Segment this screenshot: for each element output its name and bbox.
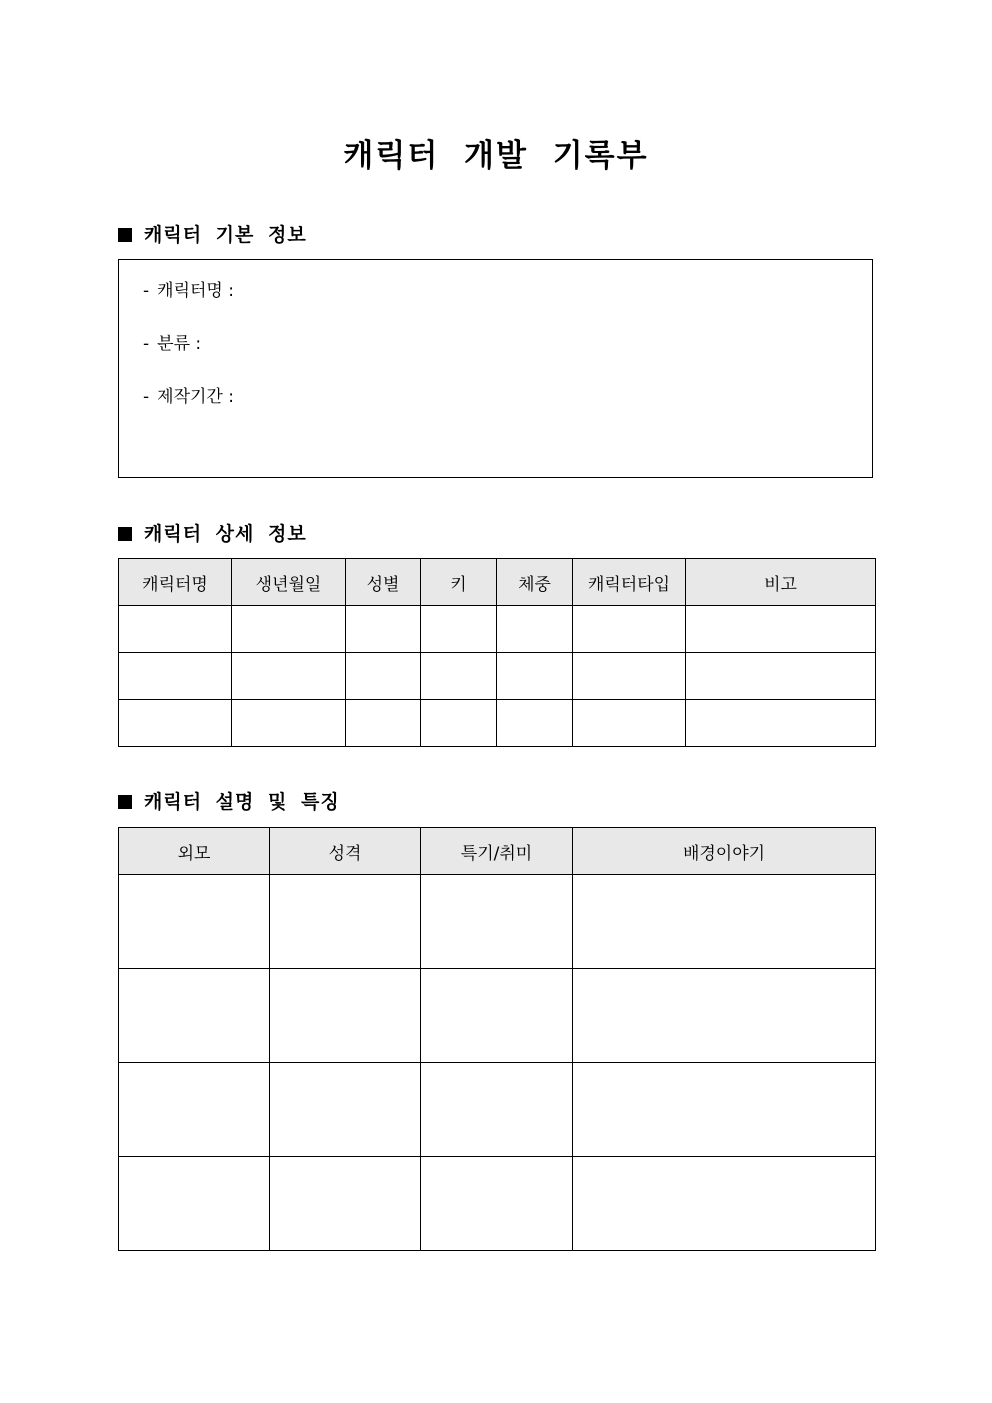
section-heading-detail-info (118, 521, 307, 547)
table-row (119, 606, 876, 653)
table-cell[interactable] (119, 653, 232, 700)
column-header-character-name: 캐릭터명 (119, 559, 232, 606)
basic-info-box (118, 259, 873, 478)
info-label: 제작기간 : (157, 387, 234, 407)
table-cell[interactable] (497, 653, 573, 700)
section-heading-text: 캐릭터 설명 및 특징 (144, 791, 340, 813)
table-cell[interactable] (270, 1063, 421, 1157)
table-header-row (119, 828, 876, 875)
table-cell[interactable] (346, 606, 421, 653)
table-cell[interactable] (686, 700, 876, 747)
table-cell[interactable] (119, 969, 270, 1063)
table-cell[interactable] (346, 653, 421, 700)
table-cell[interactable] (686, 653, 876, 700)
table-cell[interactable] (421, 653, 497, 700)
dash-bullet: - (143, 334, 150, 354)
section-heading-text: 캐릭터 상세 정보 (144, 523, 307, 545)
column-header-backstory: 배경이야기 (573, 828, 876, 875)
table-cell[interactable] (421, 1063, 573, 1157)
table-cell[interactable] (119, 1157, 270, 1251)
table-cell[interactable] (232, 700, 346, 747)
table-cell[interactable] (497, 700, 573, 747)
table-cell[interactable] (119, 700, 232, 747)
character-description-table (118, 827, 876, 1251)
square-bullet-icon (118, 527, 132, 541)
table-cell[interactable] (497, 606, 573, 653)
table-row (119, 653, 876, 700)
table-header-row (119, 559, 876, 606)
column-header-notes: 비고 (686, 559, 876, 606)
table-cell[interactable] (573, 969, 876, 1063)
table-row (119, 1157, 876, 1251)
section-heading-description (118, 789, 340, 815)
square-bullet-icon (118, 795, 132, 809)
table-cell[interactable] (421, 700, 497, 747)
table-cell[interactable] (573, 700, 686, 747)
column-header-birthdate: 생년월일 (232, 559, 346, 606)
table-cell[interactable] (119, 1063, 270, 1157)
column-header-character-type: 캐릭터타입 (573, 559, 686, 606)
document-title: 캐릭터 개발 기록부 (343, 138, 649, 174)
table-cell[interactable] (421, 875, 573, 969)
column-header-weight: 체중 (497, 559, 573, 606)
table-cell[interactable] (573, 1063, 876, 1157)
info-line-character-name[interactable] (143, 279, 234, 303)
section-heading-text: 캐릭터 기본 정보 (144, 224, 307, 246)
table-cell[interactable] (119, 875, 270, 969)
table-cell[interactable] (686, 606, 876, 653)
section-heading-basic-info (118, 222, 307, 248)
info-line-production-period[interactable] (143, 385, 234, 409)
table-cell[interactable] (270, 1157, 421, 1251)
table-cell[interactable] (421, 969, 573, 1063)
dash-bullet: - (143, 387, 150, 407)
column-header-gender: 성별 (346, 559, 421, 606)
table-cell[interactable] (232, 606, 346, 653)
dash-bullet: - (143, 281, 150, 301)
info-label: 분류 : (157, 334, 202, 354)
table-row (119, 700, 876, 747)
table-cell[interactable] (573, 653, 686, 700)
table-cell[interactable] (119, 606, 232, 653)
table-cell[interactable] (421, 1157, 573, 1251)
column-header-personality: 성격 (270, 828, 421, 875)
info-line-category[interactable] (143, 332, 201, 356)
table-cell[interactable] (573, 1157, 876, 1251)
table-row (119, 1063, 876, 1157)
table-row (119, 969, 876, 1063)
table-cell[interactable] (346, 700, 421, 747)
table-cell[interactable] (270, 969, 421, 1063)
info-label: 캐릭터명 : (157, 281, 234, 301)
column-header-appearance: 외모 (119, 828, 270, 875)
table-cell[interactable] (232, 653, 346, 700)
character-detail-table (118, 558, 876, 747)
column-header-skills-hobbies: 특기/취미 (421, 828, 573, 875)
table-cell[interactable] (421, 606, 497, 653)
square-bullet-icon (118, 228, 132, 242)
table-cell[interactable] (573, 875, 876, 969)
column-header-height: 키 (421, 559, 497, 606)
table-row (119, 875, 876, 969)
table-cell[interactable] (270, 875, 421, 969)
table-cell[interactable] (573, 606, 686, 653)
